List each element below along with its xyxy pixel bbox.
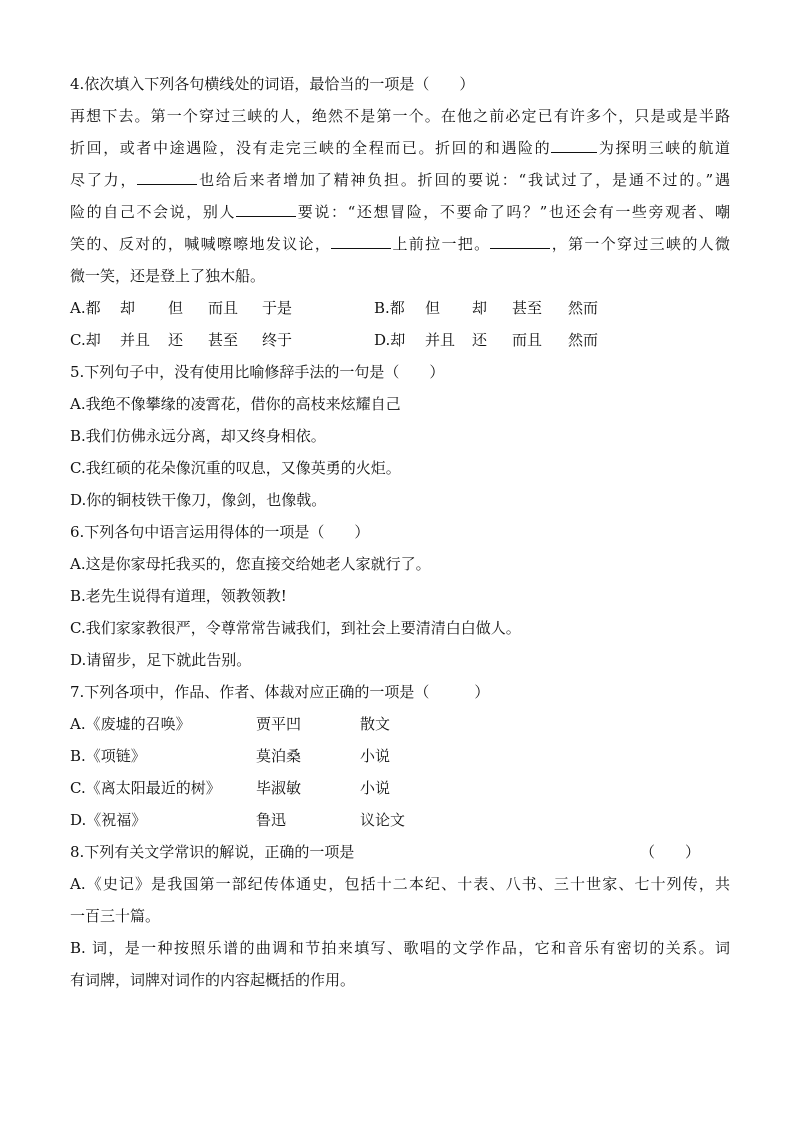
q6-option-d: D.请留步，足下就此告别。 <box>70 651 252 669</box>
fill-blank <box>236 202 296 217</box>
q4-passage-line: 尽了力， 也给后来者增加了精神负担。折回的要说：“我试过了，是通不过的。”遇 <box>70 171 730 189</box>
q5-option-d: D.你的铜枝铁干像刀，像剑，也像戟。 <box>70 491 327 509</box>
fill-blank <box>490 234 550 249</box>
fill-blank <box>137 170 197 185</box>
exam-page: 4.依次填入下列各句横线处的词语，最恰当的一项是（ ） 再想下去。第一个穿过三峡的人，绝然不是第一个。在他之前必定已有许多个，只是或是半路 折回，或者中途遇险，没有走完三峡的全程而已。折回的和遇险的 为探明三峡的航道 尽了力， 也给后来者增加了精神负担。折回的要说：“我试过了，是通不过的。”遇 险的自己不会说，别人 要说：“还想冒险，不要命了吗？”也还会有一些旁观者、嘲 笑的、反对的，喊喊嚓嚓地发议论， 上前拉一把。 ，第一个穿过三峡的人微 微一笑，还是登上了独木船。 A.都 却 但 而且 于是 B.都 但 却 甚至 然而 C.却 并且 还 甚至 终于 D.却 并且 还 而且 然而 5.下列句子中，没有使用比喻修辞手法的一句是（ ） A.我绝不像攀缘的凌霄花，借你的高枝来炫耀自己 B.我们仿佛永远分离，却又终身相依。 C.我红硕的花朵像沉重的叹息，又像英勇的火炬。 D.你的铜枝铁干像刀，像剑，也像戟。 6.下列各句中语言运用得体的一项是（ ） A.这是你家母托我买的，您直接交给她老人家就行了。 B.老先生说得有道理，领教领教! C.我们家家教很严，令尊常常告诫我们，到社会上要清清白白做人。 D.请留步，足下就此告别。 7.下列各项中，作品、作者、体裁对应正确的一项是（ ） A.《废墟的召唤》 贾平凹 散文 B.《项链》 莫泊桑 小说 C.《离太阳最近的树》 毕淑敏 小说 D.《祝福》 鲁迅 议论文 8.下列有关文学常识的解说，正确的一项是 （ ） A.《史记》是我国第一部纪传体通史，包括十二本纪、十表、八书、三十世家、七十列传，共 一百三十篇。 B. 词，是一种按照乐谱的曲调和节拍来填写、歌唱的文学作品，它和音乐有密切的关系。词 有词牌，词牌对词作的内容起概括的作用。 <box>70 75 730 989</box>
q8-option-a: A.《史记》是我国第一部纪传体通史，包括十二本纪、十表、八书、三十世家、七十列传，共 <box>70 875 730 893</box>
q6-stem: 6.下列各句中语言运用得体的一项是（ ） <box>70 523 370 541</box>
q6-option-a: A.这是你家母托我买的，您直接交给她老人家就行了。 <box>70 555 431 573</box>
fill-blank <box>551 138 597 153</box>
q4-passage-line: 险的自己不会说，别人 要说：“还想冒险，不要命了吗？”也还会有一些旁观者、嘲 <box>70 203 730 221</box>
q5-option-b: B.我们仿佛永远分离，却又终身相依。 <box>70 427 326 445</box>
q8-option-b: B. 词，是一种按照乐谱的曲调和节拍来填写、歌唱的文学作品，它和音乐有密切的关系。词 <box>70 939 730 957</box>
q6-option-c: C.我们家家教很严，令尊常常告诫我们，到社会上要清清白白做人。 <box>70 619 521 637</box>
answer-parentheses: （ ） <box>640 843 701 861</box>
q5-stem: 5.下列句子中，没有使用比喻修辞手法的一句是（ ） <box>70 363 445 381</box>
q6-option-b: B.老先生说得有道理，领教领教! <box>70 587 287 605</box>
q4-passage-line: 微一笑，还是登上了独木船。 <box>70 267 266 285</box>
q4-passage-line: 笑的、反对的，喊喊嚓嚓地发议论， 上前拉一把。 ，第一个穿过三峡的人微 <box>70 235 730 253</box>
q4-stem: 4.依次填入下列各句横线处的词语，最恰当的一项是（ ） <box>70 75 475 93</box>
q4-passage-line: 再想下去。第一个穿过三峡的人，绝然不是第一个。在他之前必定已有许多个，只是或是半路 <box>70 107 730 125</box>
q8-stem: 8.下列有关文学常识的解说，正确的一项是 <box>70 843 355 861</box>
q8-option-a-cont: 一百三十篇。 <box>70 907 161 925</box>
q5-option-c: C.我红硕的花朵像沉重的叹息，又像英勇的火炬。 <box>70 459 401 477</box>
q5-option-a: A.我绝不像攀缘的凌霄花，借你的高枝来炫耀自己 <box>70 395 401 413</box>
q4-passage-line: 折回，或者中途遇险，没有走完三峡的全程而已。折回的和遇险的 为探明三峡的航道 <box>70 139 730 157</box>
fill-blank <box>331 234 391 249</box>
q7-stem: 7.下列各项中，作品、作者、体裁对应正确的一项是（ ） <box>70 683 490 701</box>
q8-option-b-cont: 有词牌，词牌对词作的内容起概括的作用。 <box>70 971 356 989</box>
